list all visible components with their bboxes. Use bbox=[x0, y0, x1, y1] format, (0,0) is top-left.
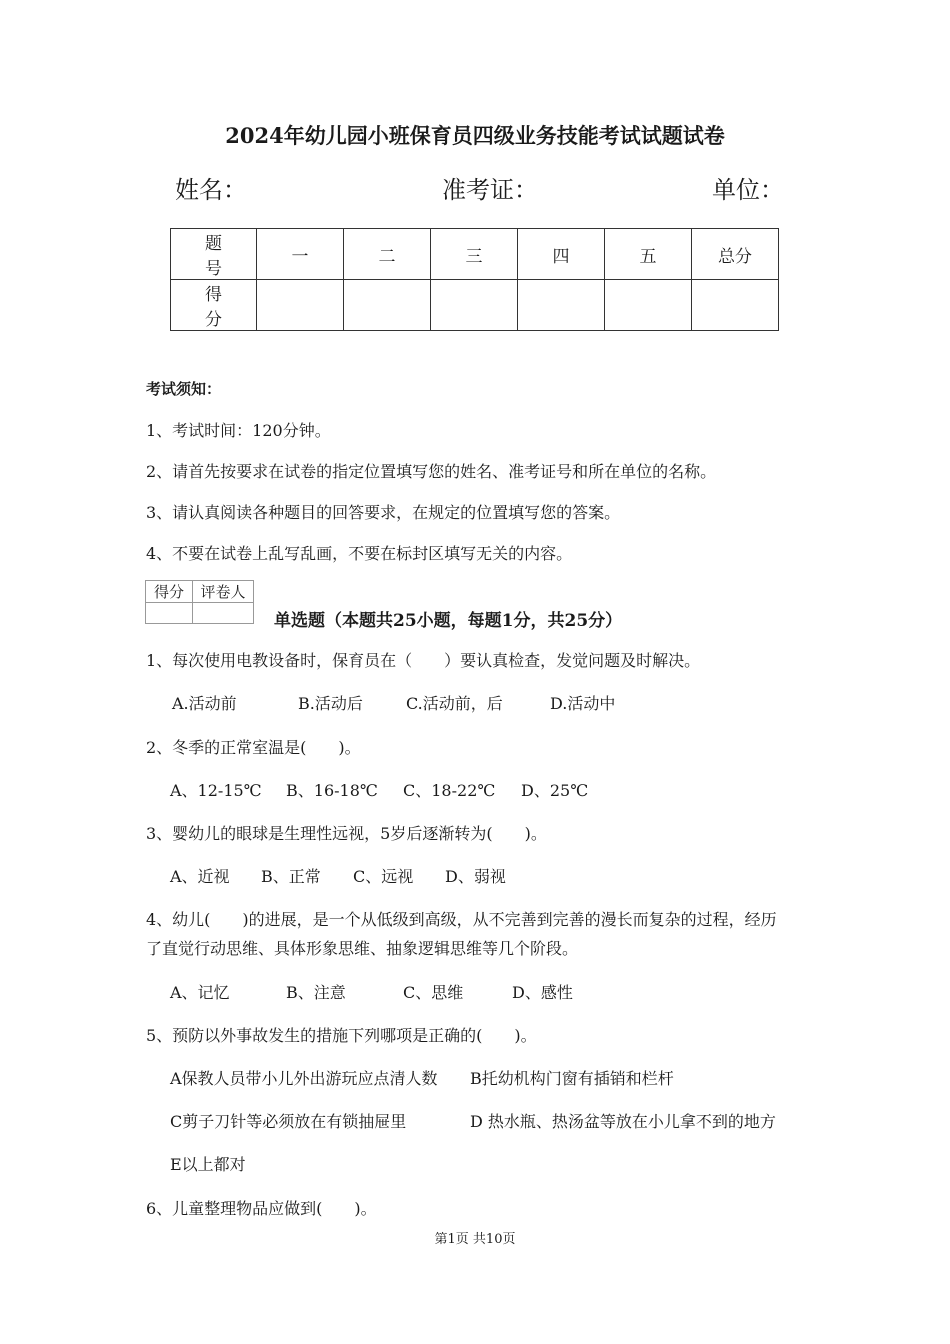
score-table-col-5: 五 bbox=[605, 229, 692, 280]
score-table-col-total: 总分 bbox=[692, 229, 779, 280]
option[interactable]: E以上都对 bbox=[170, 1155, 246, 1174]
section-title: 单选题（本题共25小题，每题1分，共25分） bbox=[274, 611, 623, 631]
score-cell[interactable] bbox=[257, 280, 344, 331]
question-stem: 5、预防以外事故发生的措施下列哪项是正确的( )。 bbox=[146, 1026, 537, 1045]
option[interactable]: B.活动后 bbox=[298, 694, 363, 713]
score-cell[interactable] bbox=[344, 280, 431, 331]
grader-reviewer-cell[interactable] bbox=[193, 603, 254, 624]
option[interactable]: B、16-18℃ bbox=[286, 781, 378, 800]
notice-item: 3、请认真阅读各种题目的回答要求，在规定的位置填写您的答案。 bbox=[146, 503, 621, 522]
question-stem-cont: 了直觉行动思维、具体形象思维、抽象逻辑思维等几个阶段。 bbox=[146, 939, 579, 958]
notice-item: 2、请首先按要求在试卷的指定位置填写您的姓名、准考证号和所在单位的名称。 bbox=[146, 462, 717, 481]
option[interactable]: C、思维 bbox=[403, 983, 464, 1002]
score-table bbox=[170, 228, 779, 331]
option[interactable]: D、感性 bbox=[512, 983, 573, 1002]
option[interactable]: A.活动前 bbox=[172, 694, 237, 713]
notice-item: 1、考试时间：120分钟。 bbox=[146, 421, 331, 440]
score-table-score-label: 得分 bbox=[171, 280, 257, 331]
score-table-col-3: 三 bbox=[431, 229, 518, 280]
score-table-col-4: 四 bbox=[518, 229, 605, 280]
question-stem: 1、每次使用电教设备时，保育员在（ ）要认真检查，发觉问题及时解决。 bbox=[146, 651, 701, 670]
grader-score-label: 得分 bbox=[146, 581, 193, 603]
exam-number-label: 准考证： bbox=[442, 176, 538, 204]
option[interactable]: C.活动前，后 bbox=[406, 694, 503, 713]
unit-label: 单位： bbox=[712, 176, 784, 204]
notice-item: 4、不要在试卷上乱写乱画，不要在标封区填写无关的内容。 bbox=[146, 544, 573, 563]
score-cell[interactable] bbox=[692, 280, 779, 331]
option[interactable]: A、近视 bbox=[170, 867, 230, 886]
option[interactable]: D 热水瓶、热汤盆等放在小儿拿不到的地方 bbox=[470, 1112, 776, 1131]
option[interactable]: D、25℃ bbox=[521, 781, 589, 800]
name-label: 姓名： bbox=[175, 176, 247, 204]
grader-reviewer-label: 评卷人 bbox=[193, 581, 254, 603]
grader-box bbox=[145, 580, 254, 624]
score-cell[interactable] bbox=[431, 280, 518, 331]
page-title: 2024年幼儿园小班保育员四级业务技能考试试题试卷 bbox=[225, 123, 725, 148]
score-table-header-row bbox=[171, 229, 779, 280]
option[interactable]: D.活动中 bbox=[550, 694, 616, 713]
option[interactable]: B托幼机构门窗有插销和栏杆 bbox=[470, 1069, 674, 1088]
score-table-col-1: 一 bbox=[257, 229, 344, 280]
score-cell[interactable] bbox=[605, 280, 692, 331]
option[interactable]: C剪子刀针等必须放在有锁抽屉里 bbox=[170, 1112, 407, 1131]
score-table-col-2: 二 bbox=[344, 229, 431, 280]
question-stem: 4、幼儿( )的进展，是一个从低级到高级，从不完善到完善的漫长而复杂的过程，经历 bbox=[146, 910, 777, 929]
option[interactable]: B、注意 bbox=[286, 983, 346, 1002]
page-footer: 第1页 共10页 bbox=[434, 1232, 516, 1247]
score-table-row-header: 题号 bbox=[171, 229, 257, 280]
score-cell[interactable] bbox=[518, 280, 605, 331]
question-stem: 3、婴幼儿的眼球是生理性远视，5岁后逐渐转为( )。 bbox=[146, 824, 547, 843]
option[interactable]: D、弱视 bbox=[445, 867, 506, 886]
notice-heading: 考试须知： bbox=[146, 380, 222, 398]
score-table-score-row bbox=[171, 280, 779, 331]
option[interactable]: C、18-22℃ bbox=[403, 781, 496, 800]
option[interactable]: A、12-15℃ bbox=[170, 781, 262, 800]
option[interactable]: A、记忆 bbox=[170, 983, 230, 1002]
option[interactable]: C、远视 bbox=[353, 867, 414, 886]
question-stem: 6、儿童整理物品应做到( )。 bbox=[146, 1199, 377, 1218]
question-stem: 2、冬季的正常室温是( )。 bbox=[146, 738, 361, 757]
option[interactable]: B、正常 bbox=[261, 867, 321, 886]
option[interactable]: A保教人员带小儿外出游玩应点清人数 bbox=[170, 1069, 438, 1088]
grader-score-cell[interactable] bbox=[146, 603, 193, 624]
